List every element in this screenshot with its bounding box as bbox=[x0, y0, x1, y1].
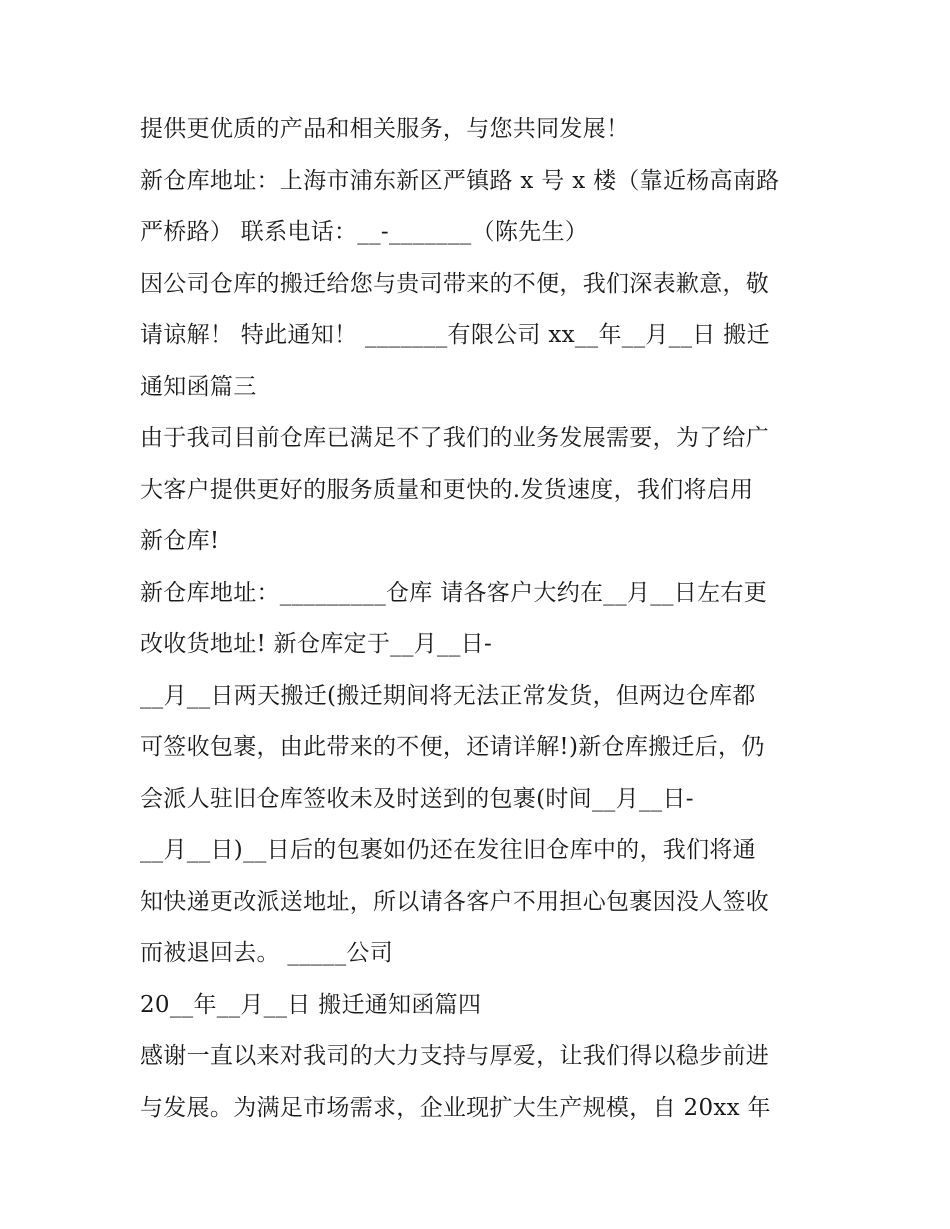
text-line: 会派人驻旧仓库签收未及时送到的包裹(时间__月__日- bbox=[140, 785, 694, 812]
section-heading: 通知函篇三 bbox=[140, 373, 257, 400]
text-line: 而被退回去。 _____公司 bbox=[140, 940, 394, 966]
text-line: 请谅解！ 特此通知！ _______有限公司 xx__年__月__日 搬迁 bbox=[140, 322, 770, 348]
text-line: 可签收包裹，由此带来的不便，还请详解!)新仓库搬迁后，仍 bbox=[140, 734, 765, 760]
text-line: __月__日两天搬迁(搬迁期间将无法正常发货，但两边仓库都 bbox=[140, 682, 756, 709]
text-line: 由于我司目前仓库已满足不了我们的业务发展需要，为了给广 bbox=[140, 425, 770, 451]
text-line: 感谢一直以来对我司的大力支持与厚爱，让我们得以稳步前进 bbox=[140, 1043, 770, 1069]
text-line: 提供更优质的产品和相关服务，与您共同发展！ bbox=[140, 116, 630, 142]
text-line: 因公司仓库的搬迁给您与贵司带来的不便，我们深表歉意，敬 bbox=[140, 270, 770, 297]
text-line: 大客户提供更好的服务质量和更快的.发货速度，我们将启用 bbox=[140, 476, 754, 503]
text-line: __月__日)__日后的包裹如仍还在发往旧仓库中的，我们将通 bbox=[140, 837, 756, 863]
text-line: 新仓库地址：_________仓库 请各客户大约在__月__日左右更 bbox=[140, 579, 768, 606]
text-line: 新仓库! bbox=[140, 528, 220, 554]
text-line: 改收货地址! 新仓库定于__月__日- bbox=[140, 631, 493, 657]
text-line: 与发展。为满足市场需求，企业现扩大生产规模，自 20xx 年 bbox=[140, 1094, 771, 1121]
text-line: 新仓库地址：上海市浦东新区严镇路 x 号 x 楼（靠近杨高南路 bbox=[140, 167, 780, 194]
document-body bbox=[140, 104, 830, 1134]
text-line: 严桥路） 联系电话：__-_______（陈先生） bbox=[140, 219, 589, 245]
text-line: 知快递更改派送地址，所以请各客户不用担心包裹因没人签收 bbox=[140, 888, 770, 915]
section-heading: 20__年__月__日 搬迁通知函篇四 bbox=[140, 991, 482, 1018]
